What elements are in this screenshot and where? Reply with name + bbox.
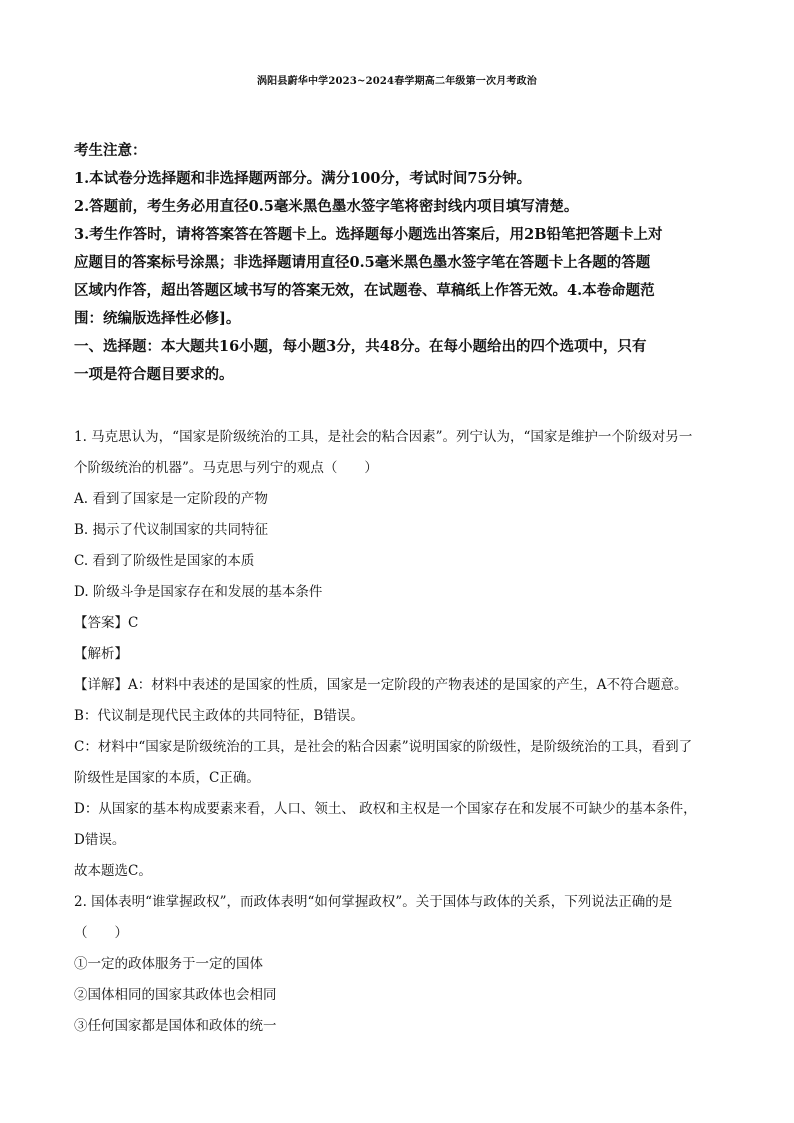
q2-item: ③任何国家都是国体和政体的统一 [74,1018,277,1034]
q1-detail-line: D：从国家的基本构成要素来看，人口、领土、 政权和主权是一个国家存在和发展不可缺少的基本条件， [74,801,697,817]
q1-analysis-heading: 【解析】 [74,646,128,662]
q1-option-a: A. 看到了国家是一定阶段的产物 [74,491,268,507]
exam-title: 涡阳县蔚华中学2023~2024春学期高二年级第一次月考政治 [256,76,538,87]
q1-stem: 个阶级统治的机器”。马克思与列宁的观点（ ） [74,460,378,476]
q1-detail-line: B：代议制是现代民主政体的共同特征，B错误。 [74,708,364,724]
q1-option-d: D. 阶级斗争是国家存在和发展的基本条件 [74,584,323,600]
q2-stem: （ ） [74,925,128,941]
q2-stem: 2. 国体表明“谁掌握政权”，而政体表明“如何掌握政权”。关于国体与政体的关系，下列说法正确的是 [74,894,673,910]
notice-line: 围：统编版选择性必修]。 [74,310,241,327]
section-heading: 一项是符合题目要求的。 [74,366,234,383]
q1-answer: 【答案】C [74,615,139,631]
notice-block [74,137,724,389]
notice-line: 2.答题前，考生务必用直径0.5毫米黑色墨水签字笔将密封线内项目填写清楚。 [74,198,579,215]
q2-item: ①一定的政体服务于一定的国体 [74,956,263,972]
q2-item: ②国体相同的国家其政体也会相同 [74,987,277,1003]
notice-line: 区域内作答，超出答题区域书写的答案无效，在试题卷、草稿纸上作答无效。4.本卷命题范 [74,282,655,299]
notice-line: 3.考生作答时，请将答案答在答题卡上。选择题每小题选出答案后，用2B铅笔把答题卡上对 [74,226,663,243]
q1-detail-line: D错误。 [74,832,126,848]
q1-detail-line: 阶级性是国家的本质，C正确。 [74,770,260,786]
notice-line: 应题目的答案标号涂黑；非选择题请用直径0.5毫米黑色墨水签字笔在答题卡上各题的答题 [74,254,651,271]
q1-detail-line: C：材料中“国家是阶级统治的工具，是社会的粘合因素”说明国家的阶级性，是阶级统治的工具，看到了 [74,739,693,755]
q1-option-c: C. 看到了阶级性是国家的本质 [74,553,255,569]
question-content [74,422,724,1042]
notice-line: 1.本试卷分选择题和非选择题两部分。满分100分，考试时间75分钟。 [74,170,532,187]
q1-detail-line: 故本题选C。 [74,863,152,879]
section-heading: 一、选择题：本大题共16小题，每小题3分，共48分。在每小题给出的四个选项中，只有 [74,338,647,355]
q1-option-b: B. 揭示了代议制国家的共同特征 [74,522,269,538]
q1-detail-line: 【详解】A：材料中表述的是国家的性质，国家是一定阶段的产物表述的是国家的产生，A不符合题意。 [74,677,688,693]
q1-stem: 1. 马克思认为，“国家是阶级统治的工具，是社会的粘合因素”。列宁认为，“国家是维护一个阶级对另一 [74,429,693,445]
notice-heading: 考生注意： [74,142,147,159]
